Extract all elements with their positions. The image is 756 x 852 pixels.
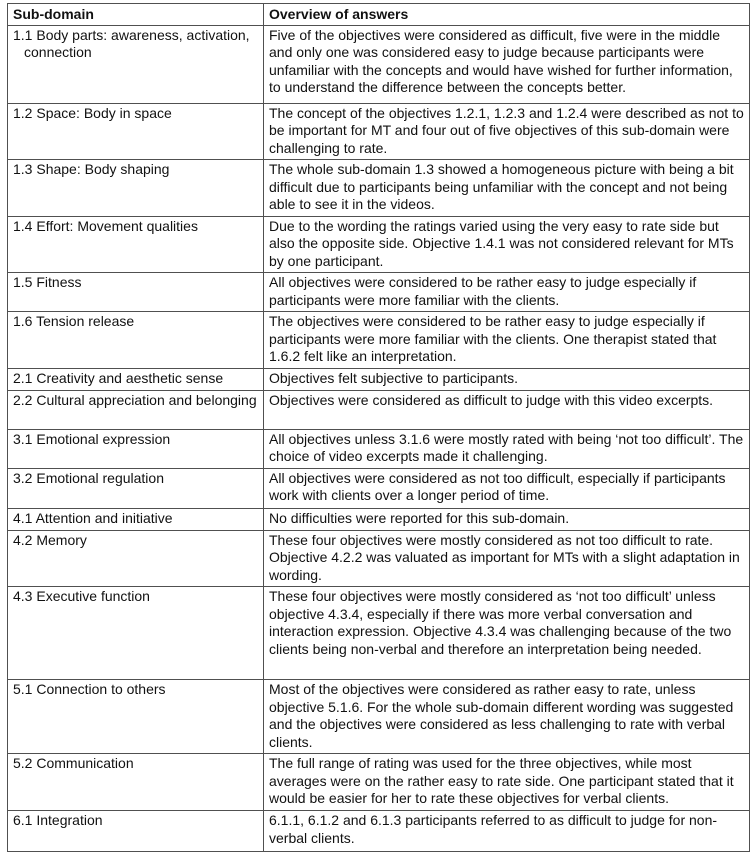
subdomain-cell: 1.5 Fitness bbox=[8, 273, 264, 312]
overview-cell: Objectives were considered as difficult to judge with this video excerpts. bbox=[264, 390, 750, 429]
subdomain-cell: 4.3 Executive function bbox=[8, 587, 264, 680]
overview-table bbox=[7, 3, 750, 852]
table-row bbox=[8, 811, 750, 852]
subdomain-cell: 1.1 Body parts: awareness, activation, connection bbox=[8, 25, 264, 103]
table-row bbox=[8, 312, 750, 369]
subdomain-cell: 5.2 Communication bbox=[8, 754, 264, 811]
overview-cell: Due to the wording the ratings varied using the very easy to rate side but also the opposite side. Objective 1.4.1 was not considered relevant for MTs by one participant. bbox=[264, 216, 750, 273]
table-row bbox=[8, 160, 750, 217]
overview-cell: The full range of rating was used for the three objectives, while most averages were on the rather easy to rate side. One participant stated that it would be easier for her to rate these objectives for verbal clients. bbox=[264, 754, 750, 811]
table-row bbox=[8, 680, 750, 754]
overview-cell: No difficulties were reported for this sub-domain. bbox=[264, 508, 750, 530]
overview-cell: The whole sub-domain 1.3 showed a homogeneous picture with being a bit difficult due to participants being unfamiliar with the concept and not being able to see it in the videos. bbox=[264, 160, 750, 217]
table-row bbox=[8, 25, 750, 103]
subdomain-cell: 4.1 Attention and initiative bbox=[8, 508, 264, 530]
overview-cell: 6.1.1, 6.1.2 and 6.1.3 participants referred to as difficult to judge for non-verbal clients. bbox=[264, 811, 750, 852]
overview-cell: Five of the objectives were considered as difficult, five were in the middle and only one was considered easy to judge because participants were unfamiliar with the concepts and would have wished for further information, to understand the difference between the concepts better. bbox=[264, 25, 750, 103]
subdomain-cell: 2.1 Creativity and aesthetic sense bbox=[8, 369, 264, 391]
overview-cell: Most of the objectives were considered as rather easy to rate, unless objective 5.1.6. For the whole sub-domain different wording was suggested and the objectives were considered as less challenging to rate with verbal clients. bbox=[264, 680, 750, 754]
table-row bbox=[8, 754, 750, 811]
overview-cell: All objectives unless 3.1.6 were mostly rated with being ‘not too difficult’. The choice of video excerpts made it challenging. bbox=[264, 429, 750, 468]
overview-cell: Objectives felt subjective to participants. bbox=[264, 369, 750, 391]
overview-cell: The concept of the objectives 1.2.1, 1.2.3 and 1.2.4 were described as not to be important for MT and four out of five objectives of this sub-domain were challenging to rate. bbox=[264, 103, 750, 160]
table-row bbox=[8, 390, 750, 429]
header-row bbox=[8, 4, 750, 26]
subdomain-cell: 3.2 Emotional regulation bbox=[8, 468, 264, 508]
header-overview: Overview of answers bbox=[264, 4, 750, 26]
subdomain-cell: 1.4 Effort: Movement qualities bbox=[8, 216, 264, 273]
table-row bbox=[8, 216, 750, 273]
subdomain-cell: 6.1 Integration bbox=[8, 811, 264, 852]
overview-cell: The objectives were considered to be rather easy to judge especially if participants were more familiar with the clients. One therapist stated that 1.6.2 felt like an interpretation. bbox=[264, 312, 750, 369]
table-row bbox=[8, 468, 750, 508]
subdomain-cell: 1.2 Space: Body in space bbox=[8, 103, 264, 160]
subdomain-cell: 1.6 Tension release bbox=[8, 312, 264, 369]
table-row bbox=[8, 273, 750, 312]
subdomain-cell: 5.1 Connection to others bbox=[8, 680, 264, 754]
subdomain-cell: 4.2 Memory bbox=[8, 530, 264, 587]
subdomain-cell: 3.1 Emotional expression bbox=[8, 429, 264, 468]
overview-cell: These four objectives were mostly considered as ‘not too difficult’ unless objective 4.3.4, especially if there was more verbal conversation and interaction expression. Objective 4.3.4 was challenging because of the two clients being non-verbal and therefore an interpretation being needed. bbox=[264, 587, 750, 680]
table-row bbox=[8, 369, 750, 391]
header-subdomain: Sub-domain bbox=[8, 4, 264, 26]
subdomain-cell: 2.2 Cultural appreciation and belonging bbox=[8, 390, 264, 429]
table-row bbox=[8, 587, 750, 680]
table-row bbox=[8, 103, 750, 160]
overview-cell: All objectives were considered as not too difficult, especially if participants work with clients over a longer period of time. bbox=[264, 468, 750, 508]
table-row bbox=[8, 429, 750, 468]
overview-cell: All objectives were considered to be rather easy to judge especially if participants were more familiar with the clients. bbox=[264, 273, 750, 312]
subdomain-cell: 1.3 Shape: Body shaping bbox=[8, 160, 264, 217]
table-row bbox=[8, 530, 750, 587]
overview-cell: These four objectives were mostly considered as not too difficult to rate. Objective 4.2.2 was valuated as important for MTs with a slight adaptation in wording. bbox=[264, 530, 750, 587]
table-row bbox=[8, 508, 750, 530]
